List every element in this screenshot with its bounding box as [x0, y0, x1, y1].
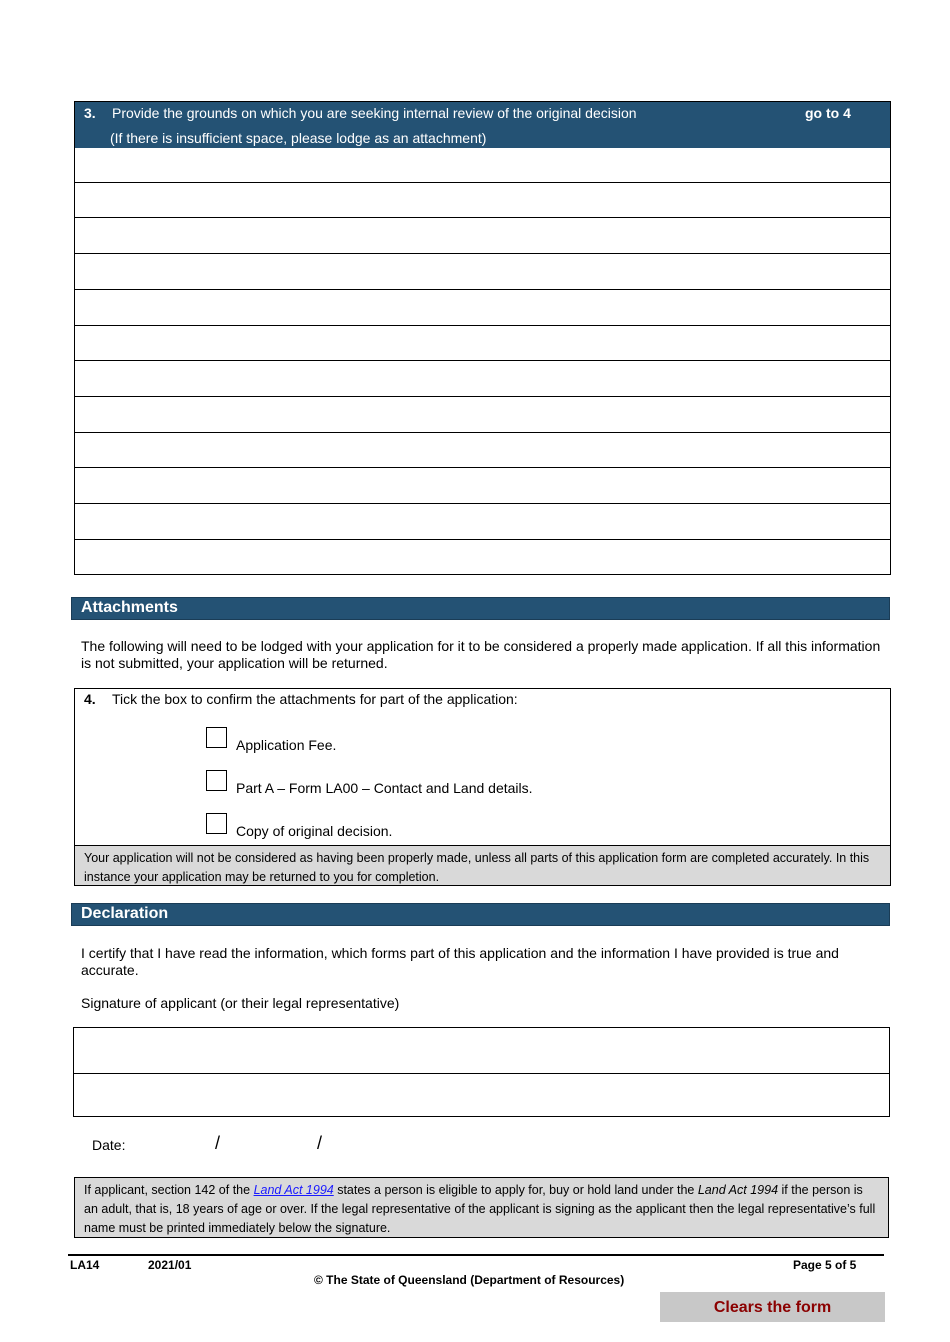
signature-field[interactable]	[73, 1027, 890, 1117]
application-fee-label: Application Fee.	[236, 737, 337, 753]
copyright: © The State of Queensland (Department of Resources)	[314, 1273, 625, 1287]
question-4-text: Tick the box to confirm the attachments for part of the application:	[112, 691, 518, 707]
date-label: Date:	[92, 1137, 126, 1153]
grounds-input-line-10[interactable]	[75, 469, 890, 504]
date-separator-2: /	[317, 1133, 323, 1153]
land-act-link[interactable]: Land Act 1994	[253, 1183, 334, 1197]
grounds-input-line-7[interactable]	[75, 362, 890, 397]
grounds-input-line-4[interactable]	[75, 255, 890, 290]
grounds-input-line-2[interactable]	[75, 183, 890, 218]
application-fee-checkbox[interactable]	[206, 727, 227, 748]
attachments-intro: The following will need to be lodged with your application for it to be considered a properly made application. If all this information is not submitted, your application will be returned.	[81, 638, 881, 671]
grounds-input-line-11[interactable]	[75, 505, 890, 540]
original-decision-checkbox[interactable]	[206, 813, 227, 834]
signature-divider	[74, 1073, 889, 1074]
page-number: Page 5 of 5	[793, 1258, 857, 1272]
eligibility-note	[74, 1177, 889, 1238]
question-3-subtext: (If there is insufficient space, please lodge as an attachment)	[110, 130, 487, 146]
declaration-heading-bar	[71, 903, 890, 926]
signature-label: Signature of applicant (or their legal representative)	[81, 995, 400, 1011]
original-decision-label: Copy of original decision.	[236, 823, 393, 839]
attachments-heading-bar	[71, 597, 890, 620]
question-4-note: Your application will not be considered as having been properly made, unless all parts of this application form are completed accurately. In this instance your application may be returned to you for completion.	[75, 845, 890, 885]
footer-rule	[68, 1254, 884, 1256]
grounds-input-line-3[interactable]	[75, 219, 890, 254]
grounds-input-line-5[interactable]	[75, 291, 890, 326]
eligibility-prefix: If applicant, section 142 of the	[84, 1183, 254, 1197]
attachments-heading: Attachments	[81, 599, 178, 616]
question-3-number: 3.	[84, 105, 96, 121]
grounds-input-line-6[interactable]	[75, 326, 890, 361]
clear-form-button[interactable]: Clears the form	[660, 1292, 885, 1322]
part-a-checkbox[interactable]	[206, 770, 227, 791]
declaration-heading: Declaration	[81, 905, 169, 922]
question-4-section	[74, 688, 891, 886]
eligibility-suffix: if the person is an adult, that is, 18 years of age or over. If the legal representative of the applicant is signing as the applicant then the legal representative’s full name must be printed immediately below the signature.	[84, 1183, 876, 1235]
grounds-input-line-1[interactable]	[75, 148, 890, 183]
question-3-text: Provide the grounds on which you are seeking internal review of the original decision	[112, 105, 637, 121]
form-code: LA14	[70, 1258, 100, 1272]
grounds-input-line-8[interactable]	[75, 398, 890, 433]
eligibility-middle: states a person is eligible to apply for, buy or hold land under the	[333, 1183, 698, 1197]
question-3-goto: go to 4	[805, 105, 851, 121]
question-3-section	[74, 101, 891, 575]
question-4-number: 4.	[84, 691, 96, 707]
date-separator-1: /	[215, 1133, 221, 1153]
question-3-header	[75, 102, 890, 148]
grounds-input-line-9[interactable]	[75, 433, 890, 468]
part-a-label: Part A – Form LA00 – Contact and Land details.	[236, 780, 533, 796]
land-act-italic: Land Act 1994	[697, 1183, 779, 1197]
declaration-certify: I certify that I have read the information, which forms part of this application and the information I have provided is true and accurate.	[81, 945, 839, 978]
grounds-input-line-12[interactable]	[75, 540, 890, 575]
form-version: 2021/01	[148, 1258, 192, 1272]
